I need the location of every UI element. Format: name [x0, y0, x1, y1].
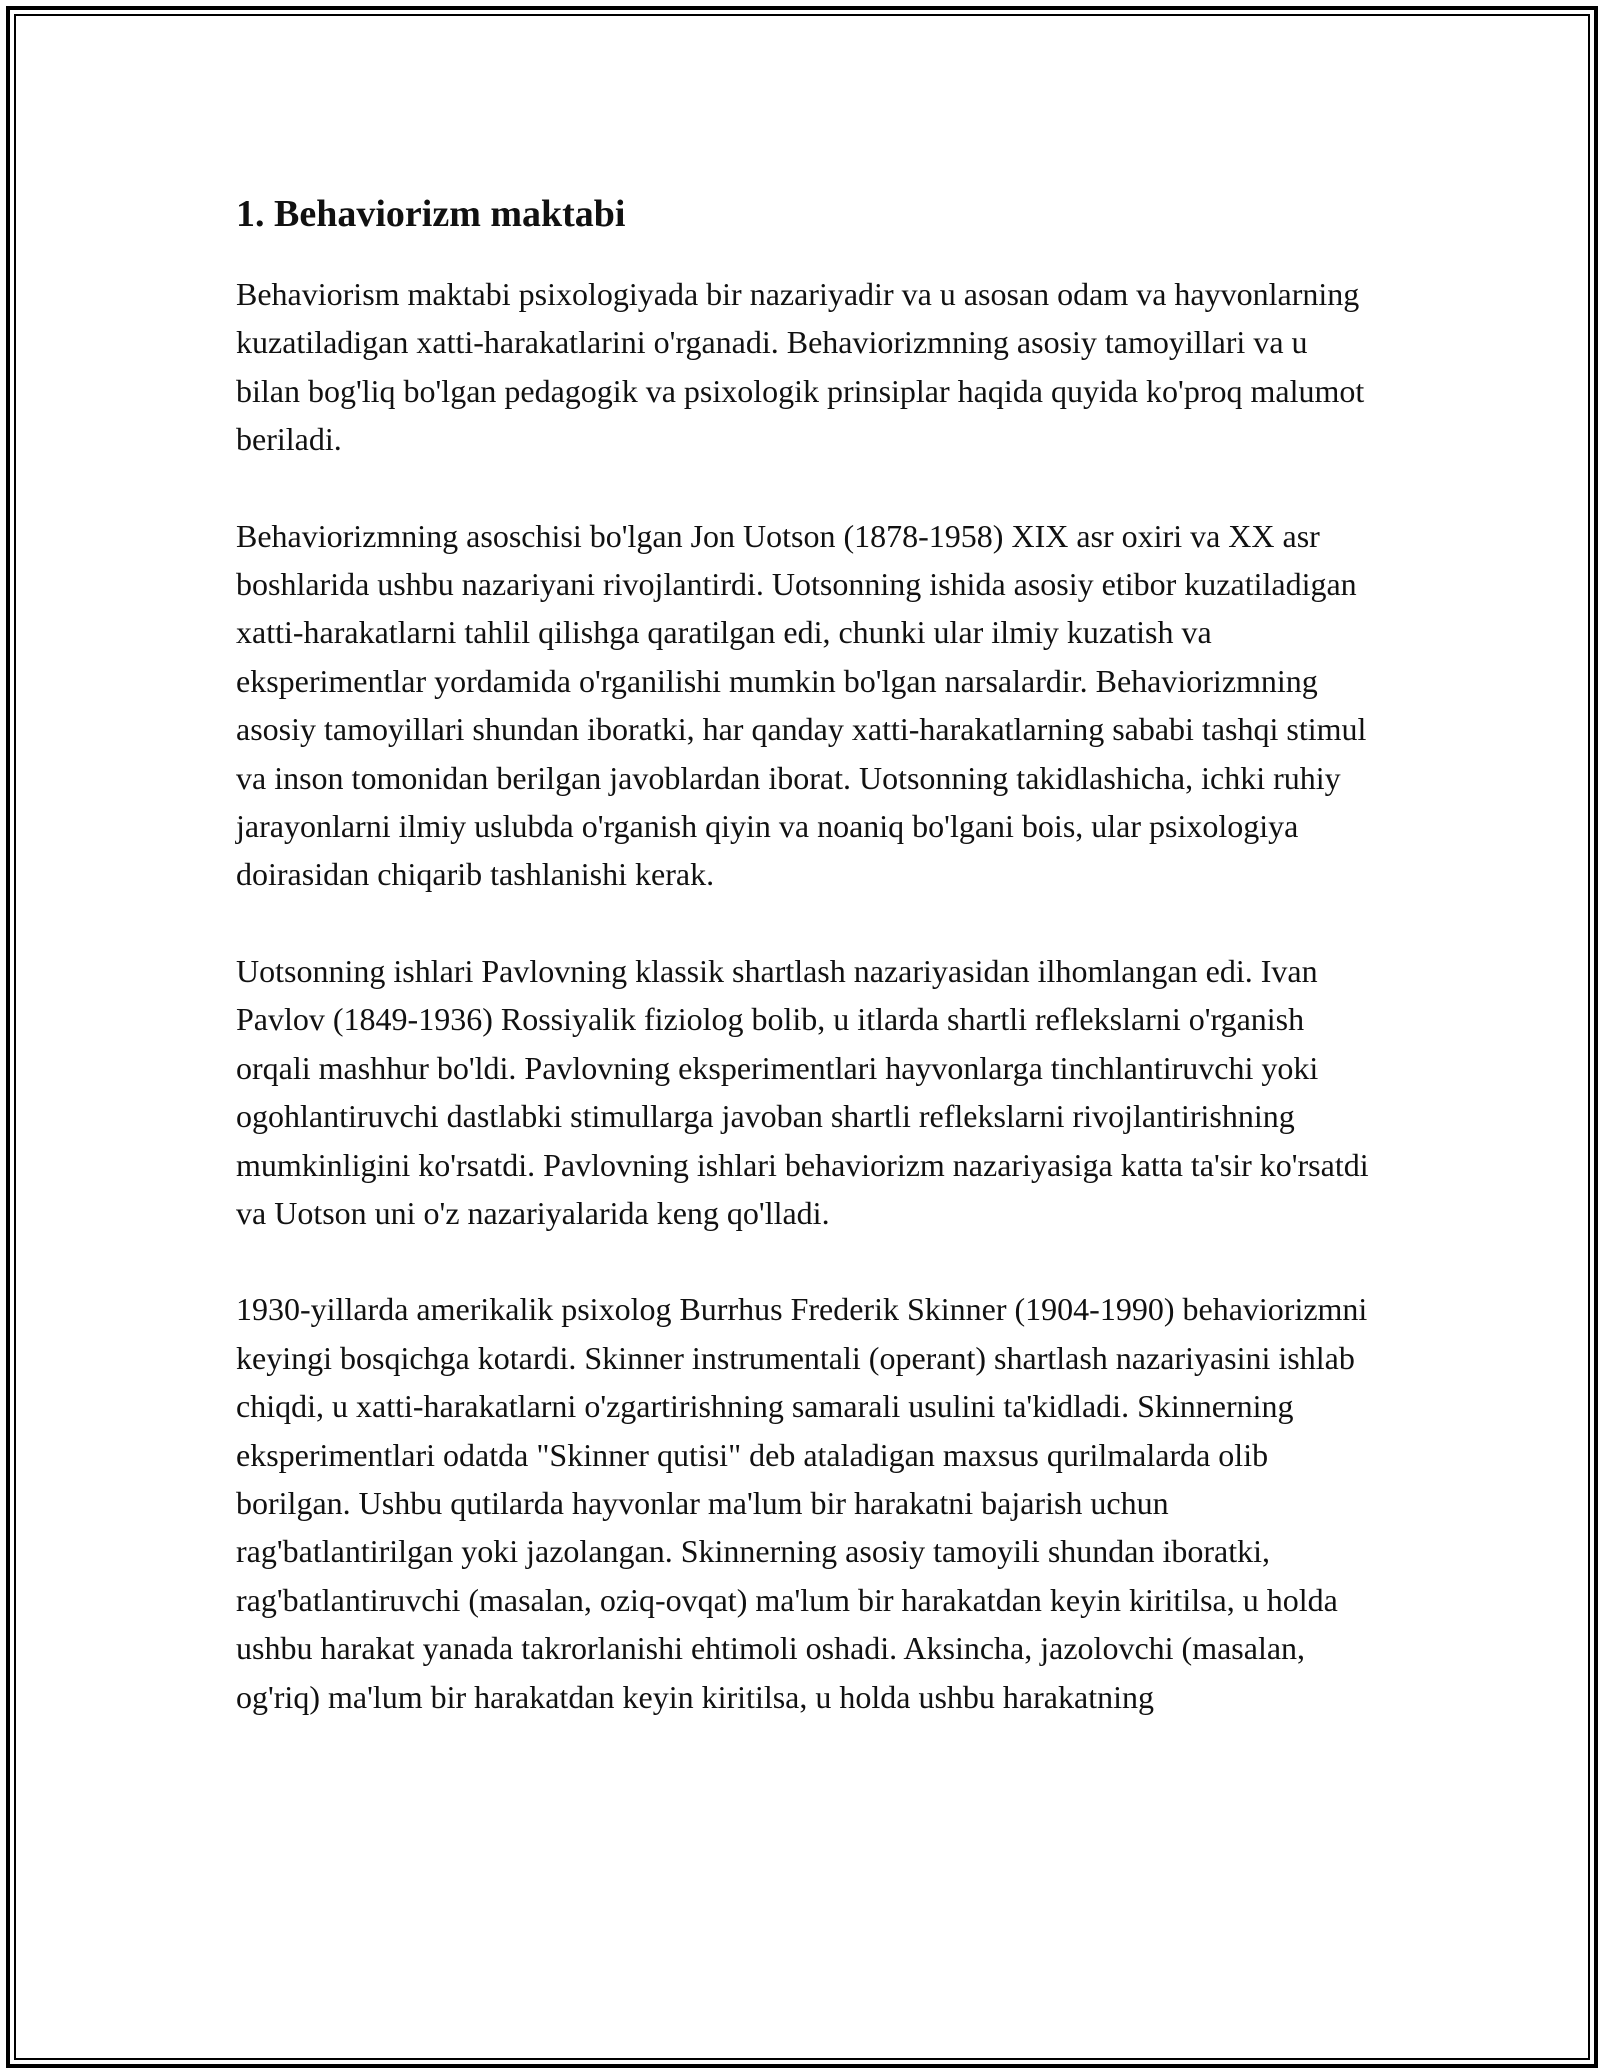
paragraph-watson: Behaviorizmning asoschisi bo'lgan Jon Uotson (1878-1958) XIX asr oxiri va XX asr boshlarida ushbu nazariyani rivojlantirdi. Uotsonning ishida asosiy etibor kuzatiladigan xatti-harakatlarni tahlil qilishga qaratilgan edi, chunki ular ilmiy kuzatish va eksperimentlar yordamida o'rganilishi mumkin bo'lgan narsalardir. Behaviorizmning asosiy tamoyillari shundan iboratki, har qanday xatti-harakatlarning sababi tashqi stimul va inson tomonidan berilgan javoblardan iborat. Uotsonning takidlashicha, ichki ruhiy jarayonlarni ilmiy uslubda o'rganish qiyin va noaniq bo'lgani bois, ular psixologiya doirasidan chiqarib tashlanishi kerak. [236, 517, 1367, 893]
document-body [236, 186, 1376, 1769]
paragraph-pavlov: Uotsonning ishlari Pavlovning klassik shartlash nazariyasidan ilhomlangan edi. Ivan Pavlov (1849-1936) Rossiyalik fiziolog bolib, u itlarda shartli reflekslarni o'rganish orqali mashhur bo'ldi. Pavlovning eksperimentlari hayvonlarga tinchlantiruvchi yoki ogohlantiruvchi dastlabki stimullarga javoban shartli reflekslarni rivojlantirishning mumkinligini ko'rsatdi. Pavlovning ishlari behaviorizm nazariyasiga katta ta'sir ko'rsatdi va Uotson uni o'z nazariyalarida keng qo'lladi. [236, 952, 1369, 1231]
paragraph-intro: Behaviorism maktabi psixologiyada bir nazariyadir va u asosan odam va hayvonlarning kuzatiladigan xatti-harakatlarini o'rganadi. Behaviorizmning asosiy tamoyillari va u bilan bog'liq bo'lgan pedagogik va psixologik prinsiplar haqida quyida ko'proq malumot beriladi. [236, 276, 1365, 458]
section-heading: 1. Behaviorizm maktabi [236, 193, 626, 235]
paragraph-skinner: 1930-yillarda amerikalik psixolog Burrhus Frederik Skinner (1904-1990) behaviorizmni keyingi bosqichga kotardi. Skinner instrumentali (operant) shartlash nazariyasini ishlab chiqdi, u xatti-harakatlarni o'zgartirishning samarali usulini ta'kidladi. Skinnerning eksperimentlari odatda "Skinner qutisi" deb ataladigan maxsus qurilmalarda olib borilgan. Ushbu qutilarda hayvonlar ma'lum bir harakatni bajarish uchun rag'batlantirilgan yoki jazolangan. Skinnerning asosiy tamoyili shundan iboratki, rag'batlantiruvchi (masalan, oziq-ovqat) ma'lum bir harakatdan keyin kiritilsa, u holda ushbu harakat yanada takrorlanishi ehtimoli oshadi. Aksincha, jazolovchi (masalan, og'riq) ma'lum bir harakatdan keyin kiritilsa, u holda ushbu harakatning [236, 1291, 1368, 1715]
